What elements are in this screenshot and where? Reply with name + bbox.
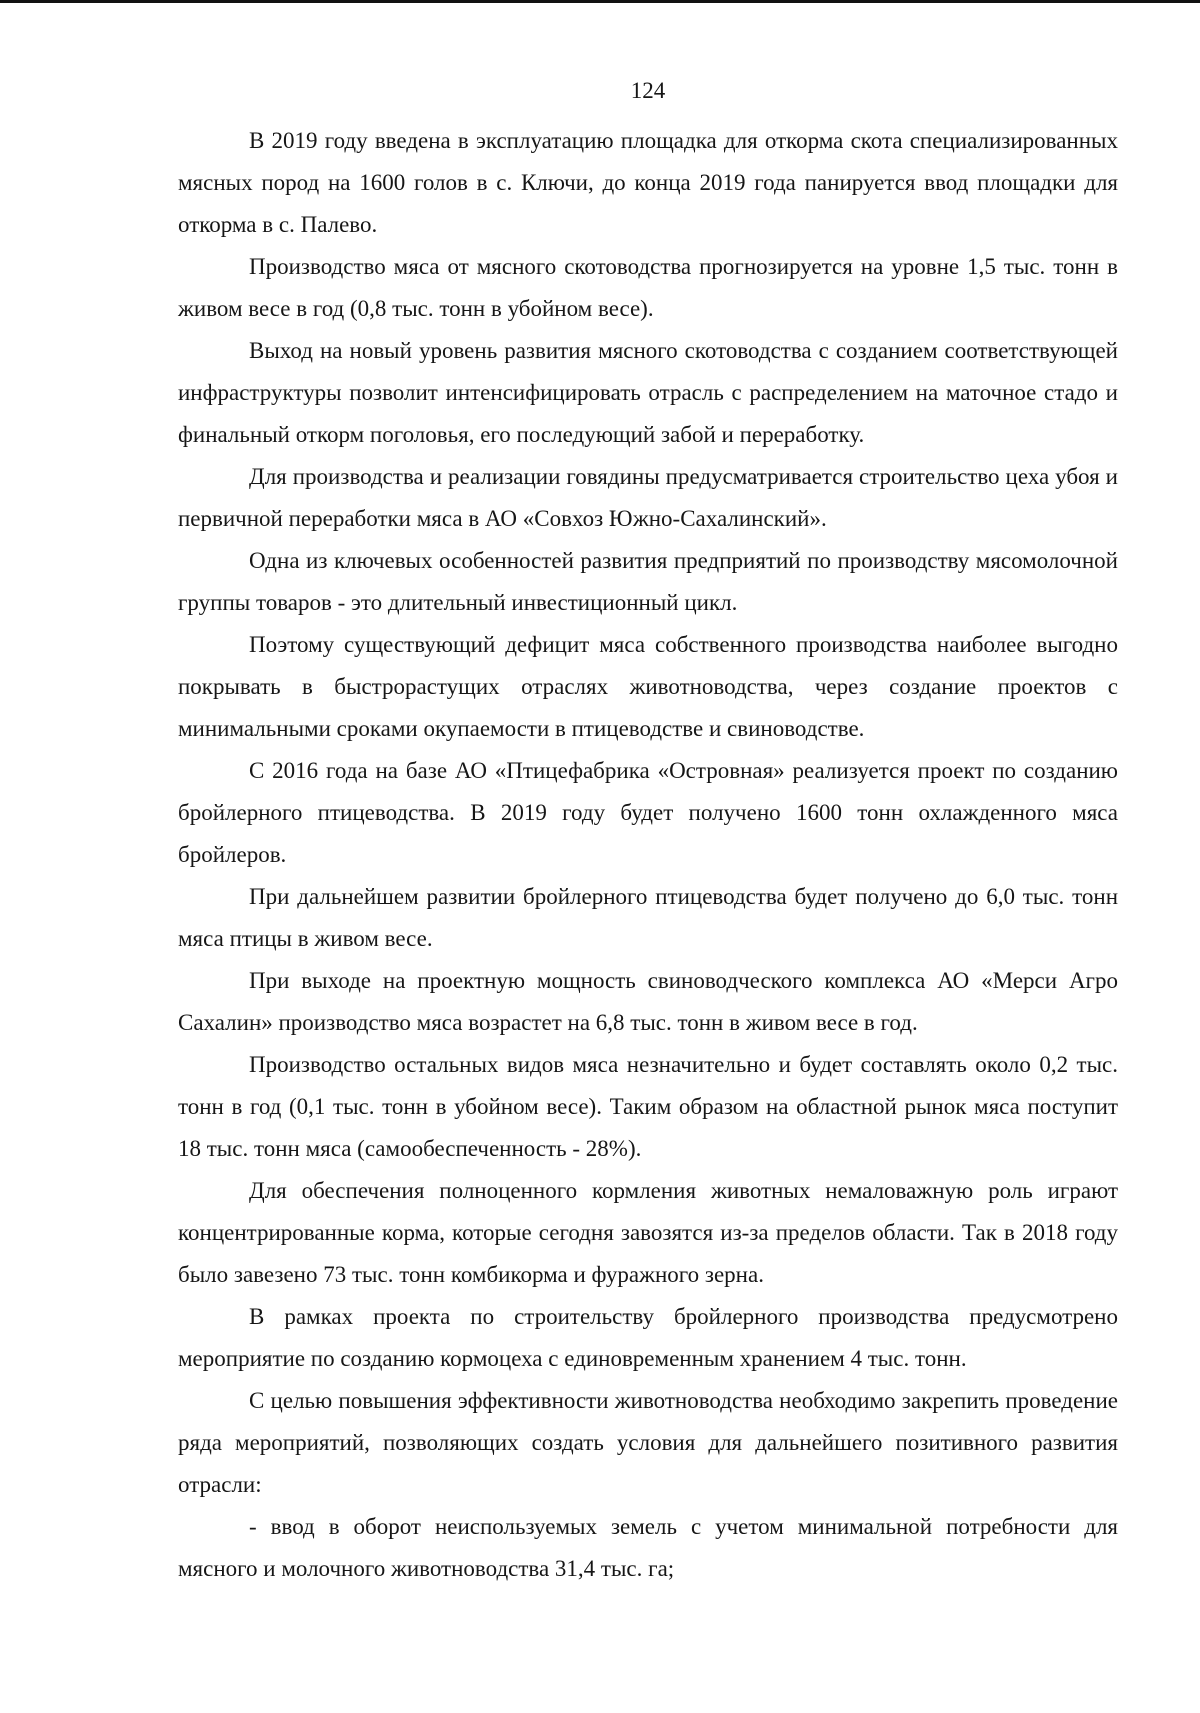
paragraph: С целью повышения эффективности животноводства необходимо закрепить проведение ряда мероприятий, позволяющих создать условия для дальнейшего позитивного развития отрасли: — [178, 1388, 1118, 1497]
paragraph: Производство остальных видов мяса незначительно и будет составлять около 0,2 тыс. тонн в год (0,1 тыс. тонн в убойном весе). Таким образом на областной рынок мяса поступит 18 тыс. тонн мяса (самообеспеченность - 28%). — [178, 1052, 1118, 1161]
page-number: 124 — [630, 78, 666, 103]
document-page — [178, 70, 1118, 1590]
paragraph: При дальнейшем развитии бройлерного птицеводства будет получено до 6,0 тыс. тонн мяса птицы в живом весе. — [178, 884, 1118, 951]
paragraph: При выходе на проектную мощность свиноводческого комплекса АО «Мерси Агро Сахалин» производство мяса возрастет на 6,8 тыс. тонн в живом весе в год. — [178, 968, 1118, 1035]
paragraph: Для обеспечения полноценного кормления животных немаловажную роль играют концентрированные корма, которые сегодня завозятся из-за пределов области. Так в 2018 году было завезено 73 тыс. тонн комбикорма и фуражного зерна. — [178, 1178, 1118, 1287]
paragraph: Выход на новый уровень развития мясного скотоводства с созданием соответствующей инфраструктуры позволит интенсифицировать отрасль с распределением на маточное стадо и финальный откорм поголовья, его последующий забой и переработку. — [178, 338, 1118, 447]
scan-edge-line — [0, 0, 1200, 3]
paragraph: Для производства и реализации говядины предусматривается строительство цеха убоя и первичной переработки мяса в АО «Совхоз Южно-Сахалинский». — [178, 464, 1118, 531]
paragraph: Производство мяса от мясного скотоводства прогнозируется на уровне 1,5 тыс. тонн в живом весе в год (0,8 тыс. тонн в убойном весе). — [178, 254, 1118, 321]
paragraph: В 2019 году введена в эксплуатацию площадка для откорма скота специализированных мясных пород на 1600 голов в с. Ключи, до конца 2019 года панируется ввод площадки для откорма в с. Палево. — [178, 128, 1118, 237]
paragraph: - ввод в оборот неиспользуемых земель с учетом минимальной потребности для мясного и молочного животноводства 31,4 тыс. га; — [178, 1514, 1118, 1581]
paragraph: Одна из ключевых особенностей развития предприятий по производству мясомолочной группы товаров - это длительный инвестиционный цикл. — [178, 548, 1118, 615]
paragraph: В рамках проекта по строительству бройлерного производства предусмотрено мероприятие по созданию кормоцеха с единовременным хранением 4 тыс. тонн. — [178, 1304, 1118, 1371]
paragraph: С 2016 года на базе АО «Птицефабрика «Островная» реализуется проект по созданию бройлерного птицеводства. В 2019 году будет получено 1600 тонн охлажденного мяса бройлеров. — [178, 758, 1118, 867]
paragraph: Поэтому существующий дефицит мяса собственного производства наиболее выгодно покрывать в быстрорастущих отраслях животноводства, через создание проектов с минимальными сроками окупаемости в птицеводстве и свиноводстве. — [178, 632, 1118, 741]
